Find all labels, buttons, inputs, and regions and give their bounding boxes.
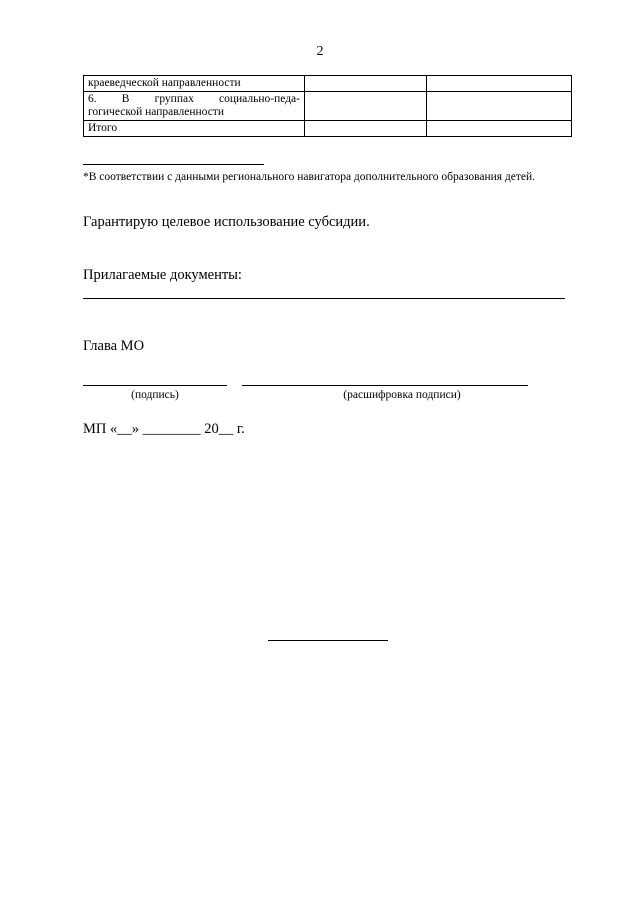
signature-decoding-line — [242, 385, 528, 386]
footnote-divider — [83, 164, 264, 165]
table-cell-label: Итого — [84, 121, 305, 137]
signature-decoding-caption: (расшифровка подписи) — [343, 389, 461, 401]
attachments-line — [83, 298, 565, 299]
table-cell-value — [427, 76, 572, 92]
table-cell-label-line: гогической направленности — [88, 106, 224, 118]
signature-caption: (подпись) — [131, 389, 179, 401]
table-cell-value — [427, 92, 572, 121]
table-row — [84, 92, 572, 121]
guarantee-text: Гарантирую целевое использование субсидии. — [83, 214, 370, 230]
attachments-label: Прилагаемые документы: — [83, 267, 242, 283]
table-cell-label: краеведческой направленности — [84, 76, 305, 92]
stamp-date-line: МП «__» ________ 20__ г. — [83, 421, 245, 437]
signature-line — [83, 385, 227, 386]
table-row — [84, 76, 572, 92]
end-divider — [268, 640, 388, 641]
table-row — [84, 121, 572, 137]
table-cell-label-line: 6. В группах социально-педа- — [88, 93, 300, 105]
table-cell-label — [84, 92, 305, 121]
footnote: *В соответствии с данными регионального навигатора дополнительного образования детей. — [83, 171, 536, 183]
table-cell-value — [305, 76, 427, 92]
page-number: 2 — [316, 44, 324, 59]
table-cell-value — [427, 121, 572, 137]
table-cell-value — [305, 92, 427, 121]
head-title: Глава МО — [83, 338, 145, 354]
table-cell-value — [305, 121, 427, 137]
stats-table — [83, 75, 572, 137]
